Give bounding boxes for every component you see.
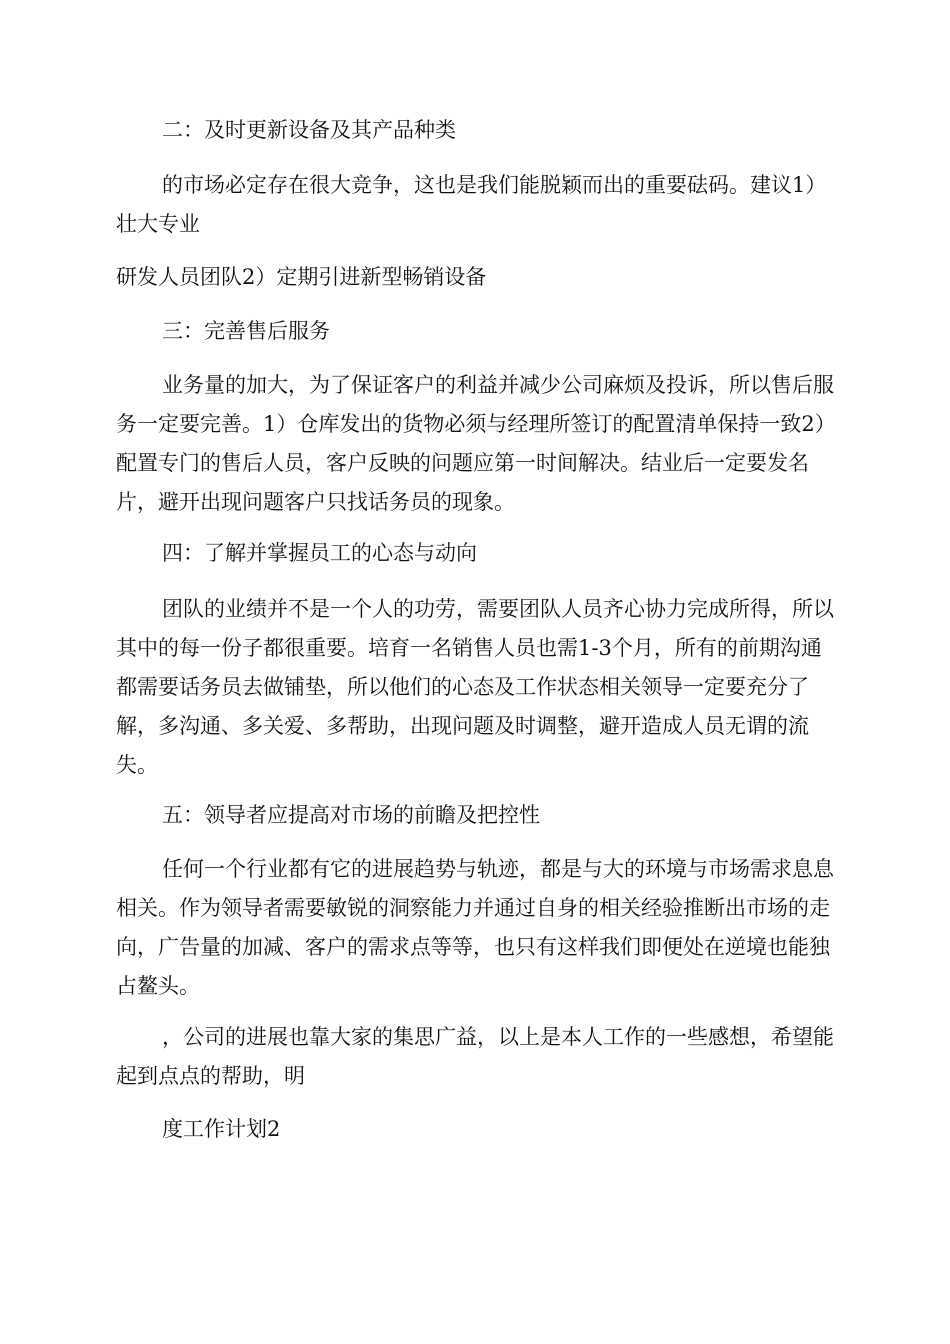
paragraph-team-performance: 团队的业绩并不是一个人的功劳，需要团队人员齐心协力完成所得，所以其中的每一份子都很重要。培育一名销售人员也需1-3个月，所有的前期沟通都需要话务员去做铺垫，所以他们的心态及工作状态相关领导一定要充分了解，多沟通、多关爱、多帮助，出现问题及时调整，避开造成人员无谓的流失。 xyxy=(116,597,834,777)
heading-section-5: 五：领导者应提高对市场的前瞻及把控性 xyxy=(162,803,540,827)
heading-section-4: 四：了解并掌握员工的心态与动向 xyxy=(162,541,477,565)
paragraph-conclusion: ，公司的进展也靠大家的集思广益，以上是本人工作的一些感想，希望能起到点点的帮助，明 xyxy=(116,1025,834,1088)
heading-section-2: 二：及时更新设备及其产品种类 xyxy=(162,118,456,142)
heading-section-3: 三：完善售后服务 xyxy=(162,319,330,343)
paragraph-market-competition: 的市场必定存在很大竞争，这也是我们能脱颖而出的重要砝码。建议1）壮大专业 xyxy=(116,173,827,236)
paragraph-rd-team: 研发人员团队2）定期引进新型畅销设备 xyxy=(116,265,487,289)
paragraph-market-foresight: 任何一个行业都有它的进展趋势与轨迹，都是与大的环境与市场需求息息相关。作为领导者需要敏锐的洞察能力并通过自身的相关经验推断出市场的走向，广告量的加减、客户的需求点等等，也只有这样我们即便处在逆境也能独占鳌头。 xyxy=(116,857,834,998)
paragraph-work-plan-title: 度工作计划2 xyxy=(162,1117,281,1141)
paragraph-after-sales: 业务量的加大，为了保证客户的利益并减少公司麻烦及投诉，所以售后服务一定要完善。1）仓库发出的货物必须与经理所签订的配置清单保持一致2）配置专门的售后人员，客户反映的问题应第一时间解决。结业后一定要发名片，避开出现问题客户只找话务员的现象。 xyxy=(116,373,836,514)
